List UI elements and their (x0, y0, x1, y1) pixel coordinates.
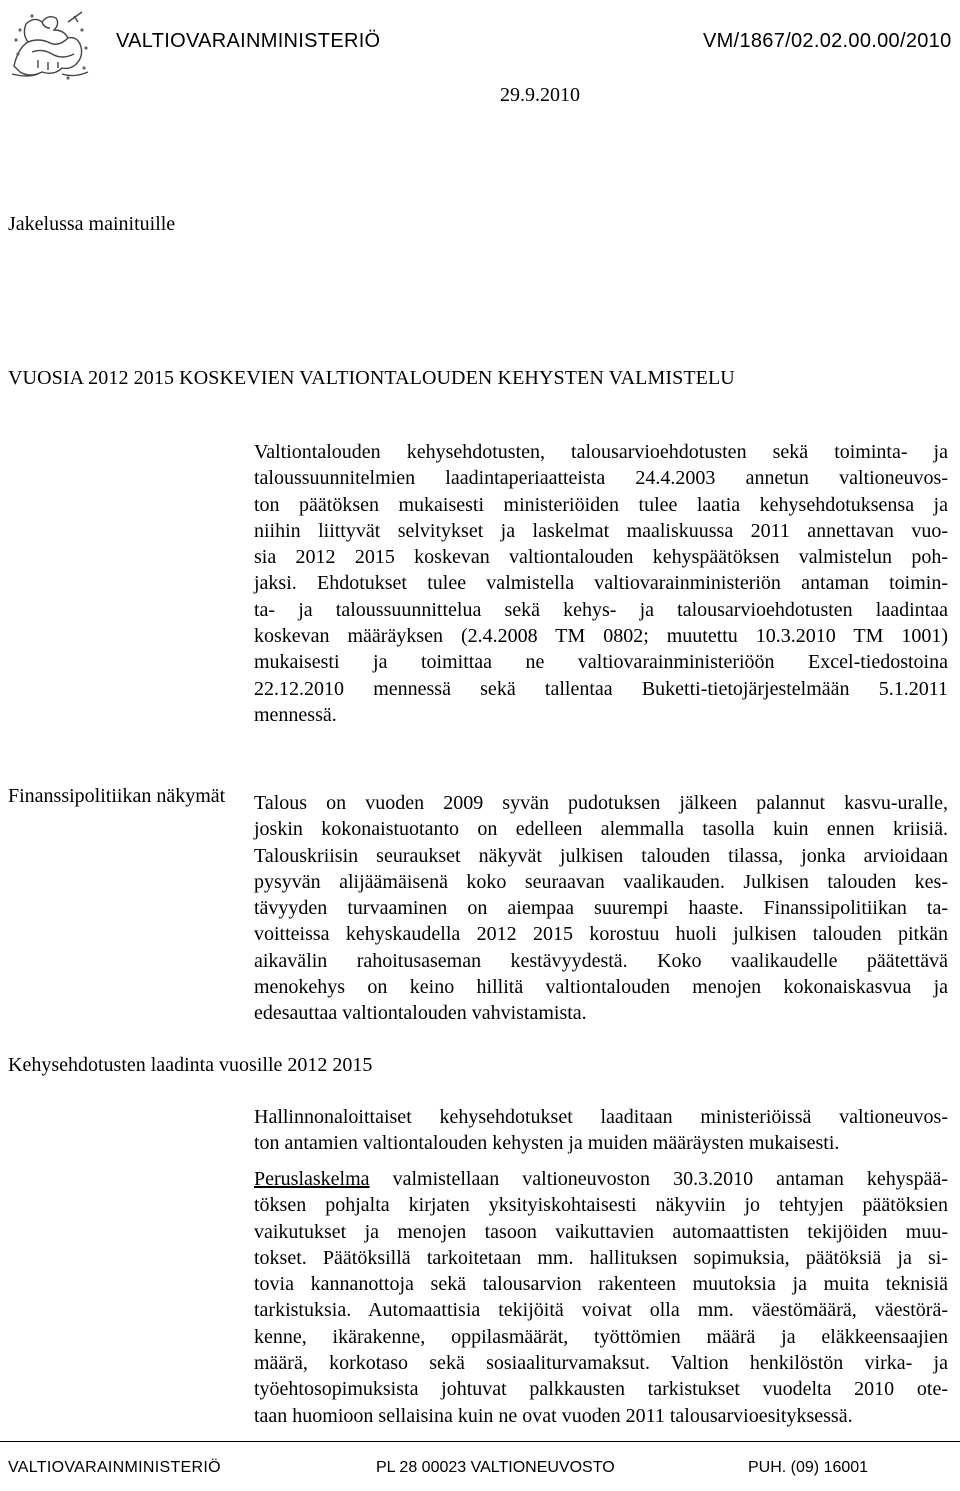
paragraph-line: tokset. Päätöksillä tarkoitetaan mm. hallituksen sopimuksia, päätöksiä ja si- (254, 1246, 948, 1269)
header-ministry: VALTIOVARAINMINISTERIÖ (116, 30, 381, 52)
frame-proposals-paragraph-2 (254, 1166, 948, 1429)
footer-phone: PUH. (09) 16001 (748, 1459, 869, 1476)
paragraph-line: Talous on vuoden 2009 syvän pudotuksen jälkeen palannut kasvu-uralle, (254, 792, 948, 814)
footer-divider (0, 1441, 960, 1442)
intro-line: ton päätöksen mukaisesti ministeriöiden tulee laatia kehysehdotuksensa ja (254, 493, 948, 516)
section-heading-fiscal-outlook: Finanssipolitiikan näkymät (8, 785, 226, 807)
paragraph-line: Talouskriisin seuraukset näkyvät julkisen talouden tilassa, jonka arvioidaan (254, 844, 948, 867)
finnish-lion-coat-of-arms-icon (8, 8, 92, 82)
paragraph-line (254, 1166, 948, 1192)
paragraph-line: tävyyden turvaaminen on aiempaa suurempi haaste. Finanssipolitiikan ta- (254, 897, 948, 920)
section-heading-frame-proposals: Kehysehdotusten laadinta vuosille 2012 2015 (8, 1054, 373, 1076)
footer-address: PL 28 00023 VALTIONEUVOSTO (376, 1459, 615, 1476)
intro-line: koskevan määräyksen (2.4.2008 TM 0802; muutettu 10.3.2010 TM 1001) (254, 625, 948, 648)
intro-paragraph (254, 439, 948, 728)
paragraph-line: aikavälin rahoitusaseman kestävyydestä. Koko vaalikaudelle päätettävä (254, 949, 948, 972)
intro-line: Valtiontalouden kehysehdotusten, talousarvioehdotusten sekä toiminta- ja (254, 441, 948, 463)
footer-org: VALTIOVARAINMINISTERIÖ (8, 1459, 221, 1476)
intro-line: niihin liittyvät selvitykset ja laskelmat maaliskuussa 2011 annettavan vuo- (254, 519, 948, 542)
fiscal-outlook-paragraph (254, 790, 948, 1027)
intro-line: jaksi. Ehdotukset tulee valmistella valtiovarainministeriön antaman toimin- (254, 572, 948, 595)
paragraph-line: voitteissa kehyskaudella 2012 2015 korostuu huoli julkisen talouden pitkän (254, 923, 948, 946)
paragraph-line: taan huomioon sellaisina kuin ne ovat vuoden 2011 talousarvioesityksessä. (254, 1404, 853, 1427)
paragraph-line: Hallinnonaloittaiset kehysehdotukset laaditaan ministeriöissä valtioneuvos- (254, 1106, 948, 1128)
intro-line: sia 2012 2015 koskevan valtiontalouden kehyspäätöksen valmistelun poh- (254, 546, 948, 569)
intro-line: ta- ja taloussuunnittelua sekä kehys- ja talousarvioehdotusten laadintaa (254, 598, 948, 621)
frame-proposals-paragraph-1 (254, 1104, 948, 1157)
document-date: 29.9.2010 (500, 84, 580, 106)
paragraph-line: joskin kokonaistuotanto on edelleen alemmalla tasolla kuin ennen kriisiä. (254, 818, 948, 841)
paragraph-line: vaikutukset ja menojen tasoon vaikuttavien automaattisten tekijöiden muu- (254, 1220, 948, 1243)
paragraph-line: työehtosopimuksista johtuvat palkkausten tarkistukset vuodelta 2010 ote- (254, 1378, 948, 1401)
document-number: VM/1867/02.02.00.00/2010 (703, 30, 952, 52)
paragraph-line: tarkistuksia. Automaattisia tekijöitä voivat olla mm. väestömäärä, väestörä- (254, 1299, 948, 1322)
intro-line: 22.12.2010 mennessä sekä tallentaa Buketti-tietojärjestelmään 5.1.2011 (254, 677, 948, 700)
paragraph-text: valmistellaan valtioneuvoston 30.3.2010 antaman kehyspää- (369, 1168, 948, 1190)
paragraph-line: ton antamien valtiontalouden kehysten ja muiden määräysten mukaisesti. (254, 1132, 840, 1155)
paragraph-line: töksen pohjalta kirjaten yksityiskohtaisesti näkyviin jo tehtyjen päätöksien (254, 1194, 948, 1217)
paragraph-line: menokehys on keino hillitä valtiontalouden menojen kokonaiskasvua ja (254, 976, 948, 999)
intro-line: taloussuunnitelmien laadintaperiaatteista 24.4.2003 annetun valtioneuvos- (254, 467, 948, 490)
paragraph-line: määrä, korkotaso sekä sosiaaliturvamaksut. Valtion henkilöstön virka- ja (254, 1352, 948, 1375)
recipient-line: Jakelussa mainituille (8, 213, 176, 235)
intro-line: mukaisesti ja toimittaa ne valtiovarainministeriöön Excel-tiedostoina (254, 651, 948, 674)
intro-line: mennessä. (254, 703, 337, 726)
paragraph-line: tovia kannanottoja sekä talousarvion rakenteen muutoksia ja muita teknisiä (254, 1273, 948, 1296)
document-title: VUOSIA 2012 2015 KOSKEVIEN VALTIONTALOUDEN KEHYSTEN VALMISTELU (8, 367, 735, 389)
term-peruslaskelma: Peruslaskelma (254, 1168, 370, 1190)
paragraph-line: pysyvän alijäämäisenä koko seuraavan vaalikauden. Julkisen talouden kes- (254, 870, 948, 893)
paragraph-line: kenne, ikärakenne, oppilasmäärät, työttömien määrä ja eläkkeensaajien (254, 1325, 948, 1348)
paragraph-line: edesauttaa valtiontalouden vahvistamista. (254, 1002, 587, 1025)
